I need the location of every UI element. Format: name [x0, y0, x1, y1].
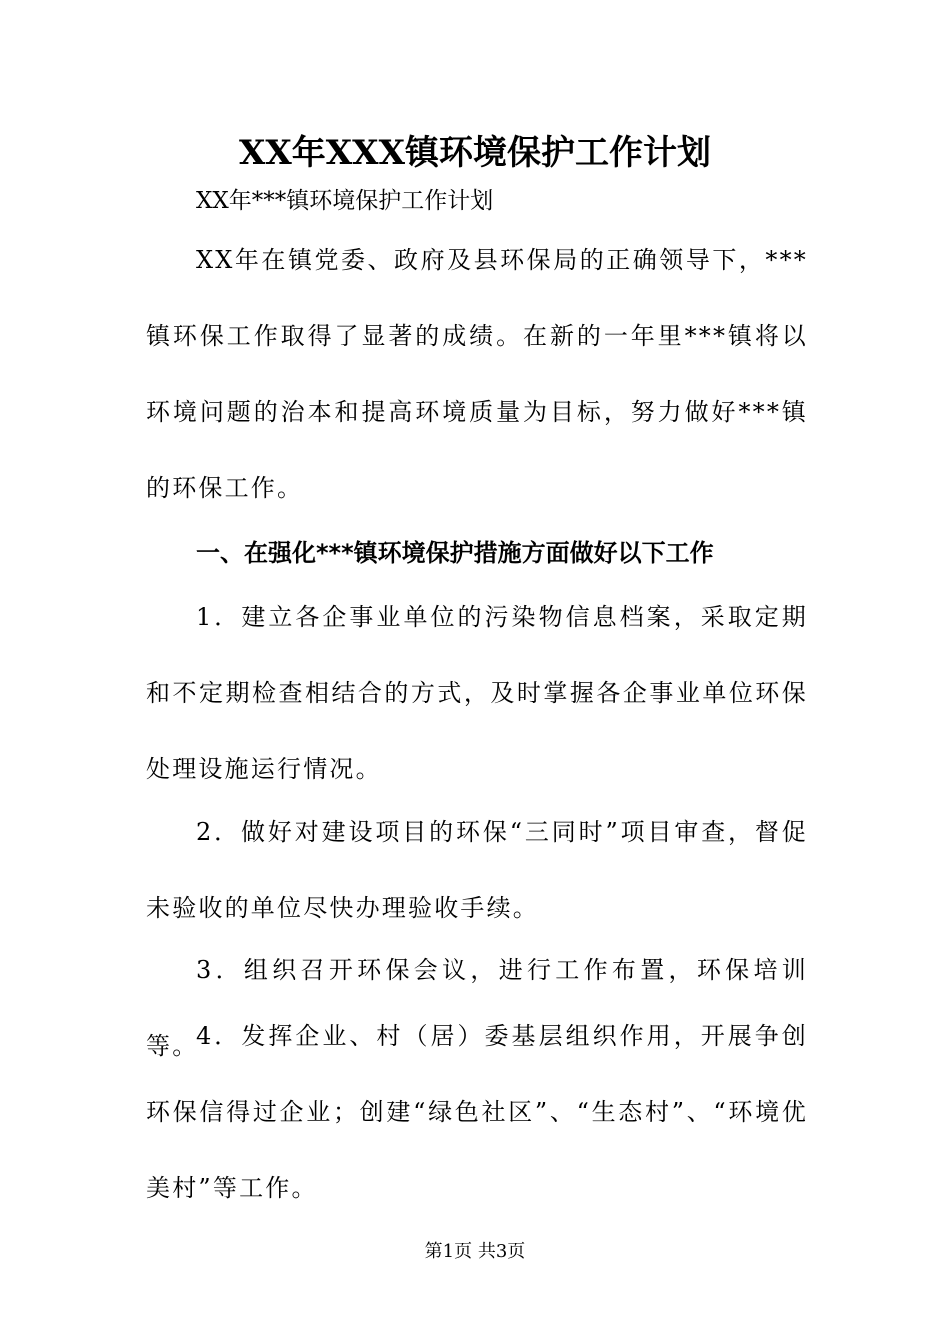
list-item-2: 2．做好对建设项目的环保“三同时”项目审查，督促未验收的单位尽快办理验收手续。 — [146, 818, 808, 922]
list-item-1: 1．建立各企事业单位的污染物信息档案，采取定期和不定期检查相结合的方式，及时掌握各企事业单位环保处理设施运行情况。 — [146, 603, 808, 783]
list-item-4: 4．发挥企业、村（居）委基层组织作用，开展争创环保信得过企业；创建“绿色社区”、“生态村”、“环境优美村”等工作。 — [146, 1022, 808, 1202]
intro-paragraph: XX年在镇党委、政府及县环保局的正确领导下，***镇环保工作取得了显著的成绩。在新的一年里***镇将以环境问题的治本和提高环境质量为目标，努力做好***镇的环保工作。 — [146, 246, 808, 502]
document-title: XX年XXX镇环境保护工作计划 — [239, 133, 711, 173]
list-item-3: 3．组织召开环保会议，进行工作布置，环保培训等。 — [146, 956, 808, 1060]
section-heading-1: 一、在强化***镇环境保护措施方面做好以下工作 — [196, 539, 714, 567]
page-number: 第1页 共3页 — [424, 1241, 526, 1262]
document-subtitle: XX年***镇环境保护工作计划 — [196, 188, 494, 214]
